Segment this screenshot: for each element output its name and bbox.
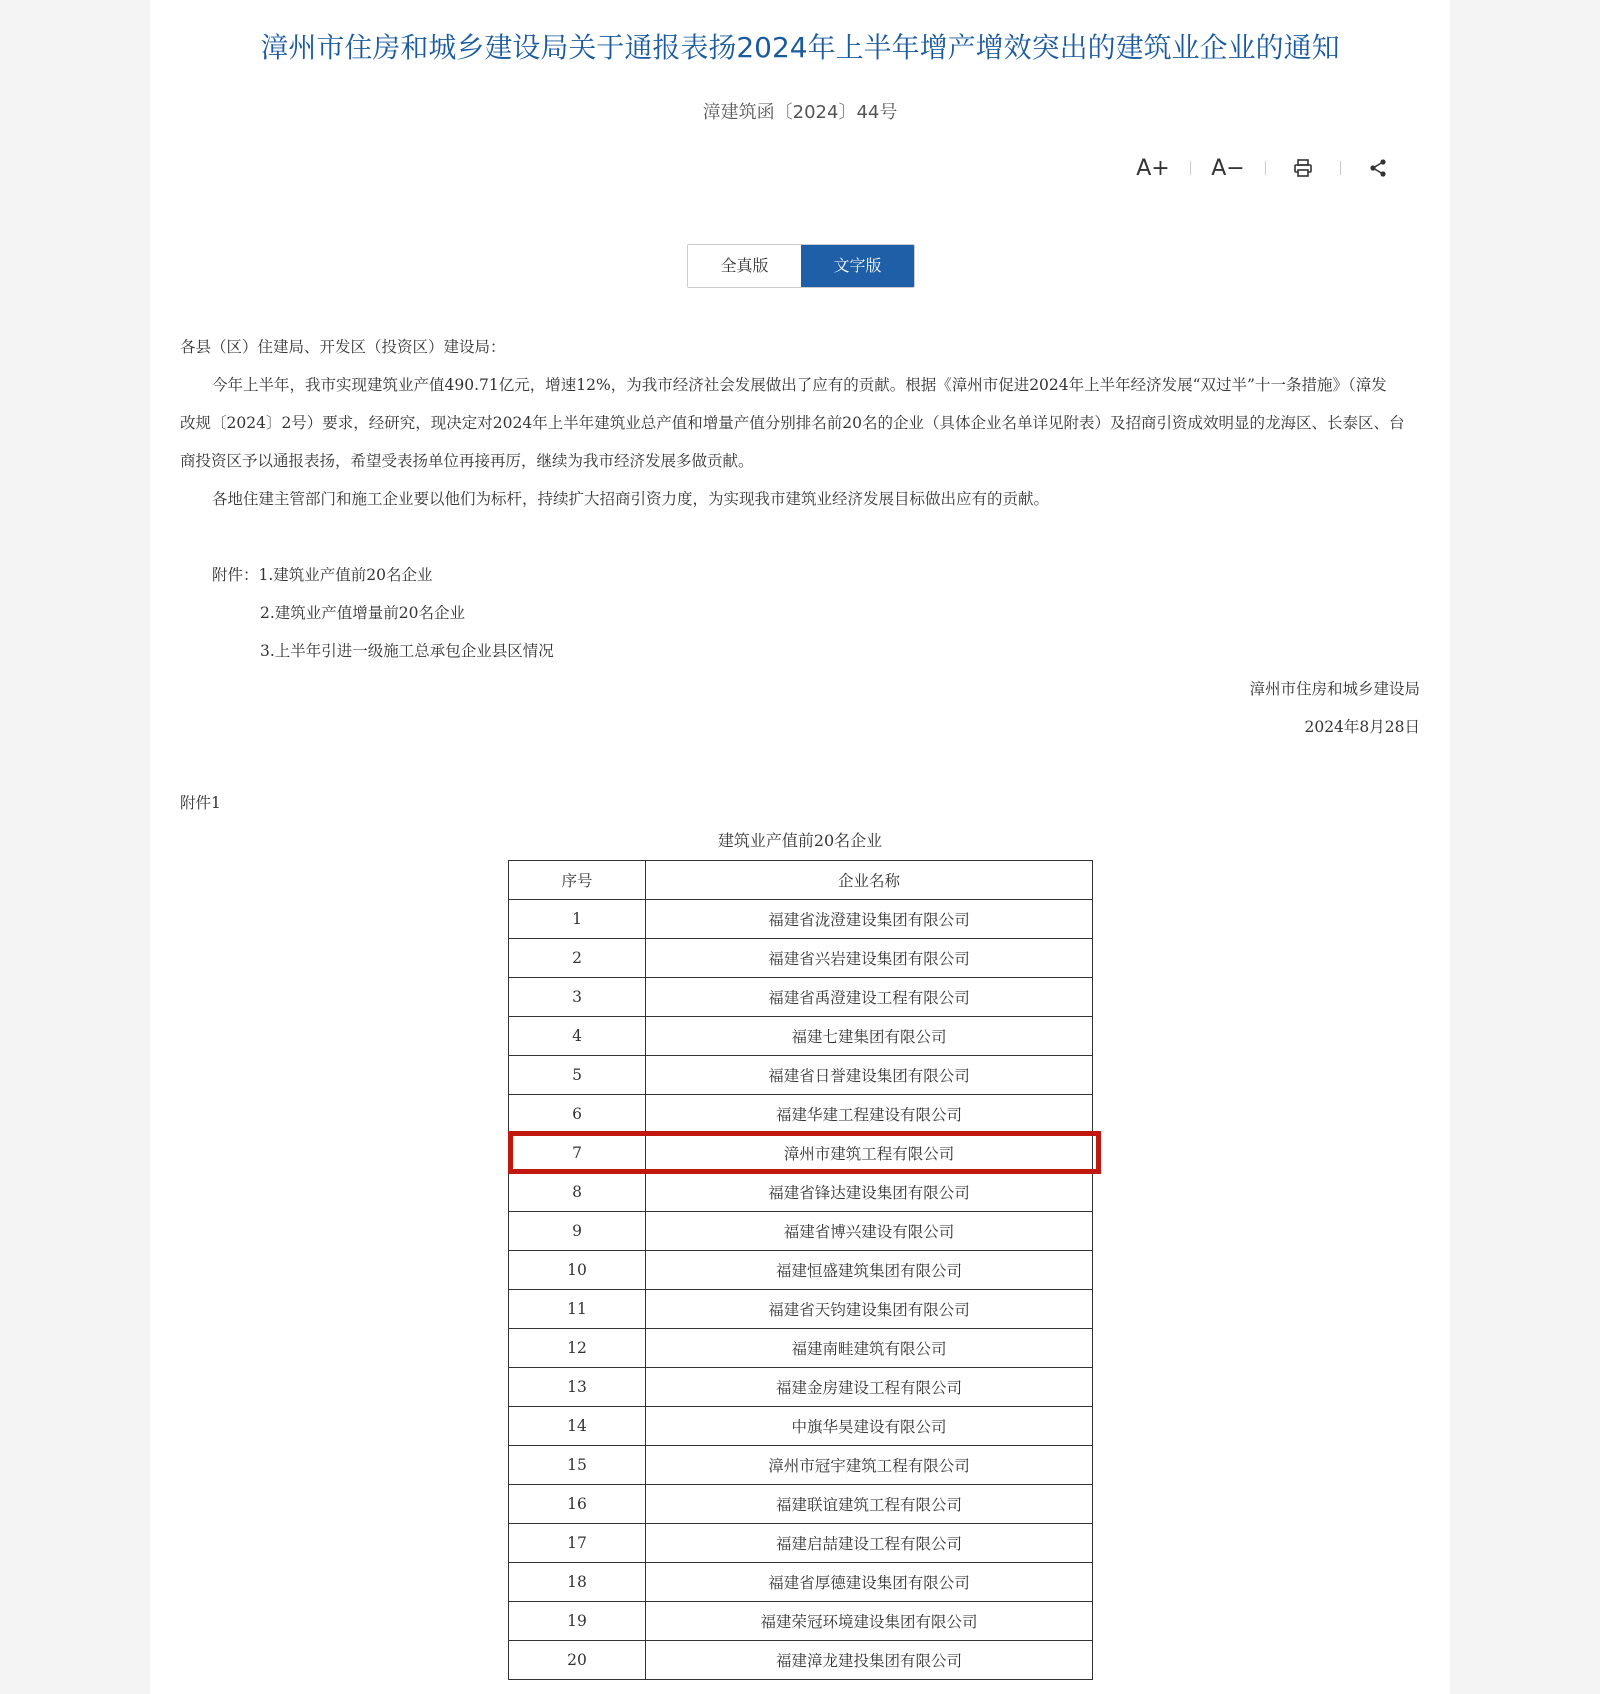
table-row: [509, 1368, 1093, 1407]
table-row: [509, 939, 1093, 978]
table-row: [509, 1134, 1093, 1173]
column-header-number: 序号: [509, 861, 646, 900]
column-header-name: 企业名称: [646, 861, 1093, 900]
table-row: [509, 1407, 1093, 1446]
paragraph-line: 各地住建主管部门和施工企业要以他们为标杆，持续扩大招商引资力度，为实现我市建筑业经济发展目标做出应有的贡献。: [212, 490, 1050, 508]
font-decrease-button[interactable]: A−: [1211, 155, 1245, 181]
toolbar: [1131, 152, 1400, 184]
table-row: [509, 1212, 1093, 1251]
company-name: 中旗华昊建设有限公司: [646, 1407, 1093, 1446]
rank-number: 5: [509, 1056, 646, 1095]
company-name: 福建省日誉建设集团有限公司: [646, 1056, 1093, 1095]
rank-number: 9: [509, 1212, 646, 1251]
table-row: [509, 1251, 1093, 1290]
table-row: [509, 1329, 1093, 1368]
company-name: 福建省博兴建设有限公司: [646, 1212, 1093, 1251]
rank-number: 1: [509, 900, 646, 939]
toolbar-divider: [1265, 161, 1266, 175]
share-button[interactable]: [1356, 152, 1400, 184]
rank-number: 15: [509, 1446, 646, 1485]
annex-label: 附件1: [180, 794, 221, 812]
table-row: [509, 1173, 1093, 1212]
notice-body: [180, 328, 1420, 518]
company-name: 福建华建工程建设有限公司: [646, 1095, 1093, 1134]
tab-text-version[interactable]: 文字版: [801, 245, 914, 287]
rank-number: 2: [509, 939, 646, 978]
company-name: 漳州市冠宇建筑工程有限公司: [646, 1446, 1093, 1485]
rank-number: 14: [509, 1407, 646, 1446]
paragraph-line: 今年上半年，我市实现建筑业产值490.71亿元，增速12%，为我市经济社会发展做出了应有的贡献。根据《漳州市促进2024年上半年经济发展“双过半”十一条措施》（漳发: [212, 376, 1387, 394]
signature-org: 漳州市住房和城乡建设局: [1249, 680, 1420, 698]
rank-number: 7: [509, 1134, 646, 1173]
company-name: 福建省锋达建设集团有限公司: [646, 1173, 1093, 1212]
salutation: 各县（区）住建局、开发区（投资区）建设局：: [180, 338, 506, 356]
rank-number: 3: [509, 978, 646, 1017]
paragraph-line: 改规〔2024〕2号）要求，经研究，现决定对2024年上半年建筑业总产值和增量产值分别排名前20名的企业（具体企业名单详见附表）及招商引资成效明显的龙海区、长泰区、台: [180, 414, 1405, 432]
rank-number: 13: [509, 1368, 646, 1407]
company-name: 福建七建集团有限公司: [646, 1017, 1093, 1056]
attachment-list: [212, 556, 433, 594]
company-name: 福建省天钧建设集团有限公司: [646, 1290, 1093, 1329]
company-name: 福建省兴岩建设集团有限公司: [646, 939, 1093, 978]
share-icon: [1368, 158, 1388, 178]
document-number: 漳建筑函〔2024〕44号: [702, 102, 898, 123]
table-row: [509, 1446, 1093, 1485]
rank-number: 20: [509, 1641, 646, 1680]
company-name: 福建启喆建设工程有限公司: [646, 1524, 1093, 1563]
company-name: 福建荣冠环境建设集团有限公司: [646, 1602, 1093, 1641]
company-name: 福建省禹澄建设工程有限公司: [646, 978, 1093, 1017]
company-name: 福建恒盛建筑集团有限公司: [646, 1251, 1093, 1290]
table-title: 建筑业产值前20名企业: [717, 831, 883, 850]
company-name: 福建联谊建筑工程有限公司: [646, 1485, 1093, 1524]
table-header-row: [509, 861, 1093, 900]
print-button[interactable]: [1281, 152, 1325, 184]
rank-number: 4: [509, 1017, 646, 1056]
paragraph-line: 商投资区予以通报表扬，希望受表扬单位再接再厉，继续为我市经济发展多做贡献。: [180, 452, 754, 470]
table-row: [509, 978, 1093, 1017]
toolbar-divider: [1190, 161, 1191, 175]
toolbar-divider: [1340, 161, 1341, 175]
rank-number: 6: [509, 1095, 646, 1134]
company-name: 福建省厚德建设集团有限公司: [646, 1563, 1093, 1602]
company-name: 福建金房建设工程有限公司: [646, 1368, 1093, 1407]
attachment-item: 3.上半年引进一级施工总承包企业县区情况: [260, 642, 554, 660]
table-row: [509, 1641, 1093, 1680]
printer-icon: [1293, 158, 1313, 178]
rank-number: 18: [509, 1563, 646, 1602]
company-name: 福建南畦建筑有限公司: [646, 1329, 1093, 1368]
table-row: [509, 1602, 1093, 1641]
font-increase-button[interactable]: A+: [1136, 155, 1170, 181]
tab-full-version[interactable]: 全真版: [688, 245, 801, 287]
rank-number: 19: [509, 1602, 646, 1641]
ranking-table: [508, 860, 1093, 1680]
rank-number: 10: [509, 1251, 646, 1290]
table-row: [509, 1485, 1093, 1524]
rank-number: 11: [509, 1290, 646, 1329]
company-name: 漳州市建筑工程有限公司: [646, 1134, 1093, 1173]
page-title: 漳州市住房和城乡建设局关于通报表扬2024年上半年增产增效突出的建筑业企业的通知: [260, 31, 1340, 64]
table-row: [509, 1524, 1093, 1563]
view-toggle: [687, 244, 915, 288]
document-page: [150, 0, 1450, 1694]
attachment-item: 2.建筑业产值增量前20名企业: [260, 604, 466, 622]
rank-number: 8: [509, 1173, 646, 1212]
company-name: 福建漳龙建投集团有限公司: [646, 1641, 1093, 1680]
company-name: 福建省泷澄建设集团有限公司: [646, 900, 1093, 939]
table-row: [509, 1017, 1093, 1056]
attachment-prefix: 附件：: [212, 566, 259, 584]
rank-number: 16: [509, 1485, 646, 1524]
rank-number: 12: [509, 1329, 646, 1368]
table-row: [509, 1563, 1093, 1602]
table-row: [509, 1095, 1093, 1134]
attachment-item: 1.建筑业产值前20名企业: [258, 566, 433, 584]
table-row: [509, 1290, 1093, 1329]
table-row: [509, 1056, 1093, 1095]
table-row: [509, 900, 1093, 939]
rank-number: 17: [509, 1524, 646, 1563]
signature-date: 2024年8月28日: [1304, 718, 1420, 736]
